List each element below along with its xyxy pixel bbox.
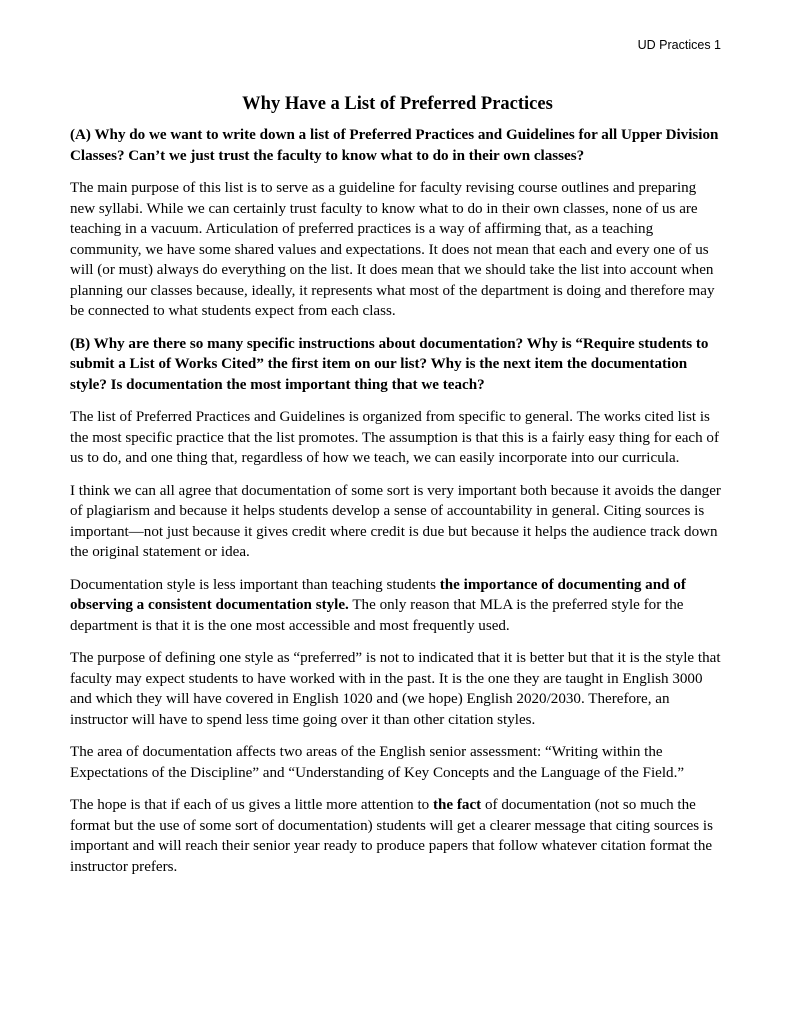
paragraph-style <box>70 575 725 637</box>
paragraph-main-purpose: The main purpose of this list is to serve as a guideline for faculty revising course outlines and preparing new syllabi. While we can certainly trust faculty to know what to do in their own classes, none of us are teaching in a vacuum. Articulation of preferred practices is a way of affirming that, as a teaching community, we have some shared values and expectations. It does not mean that each and every one of us will (or must) always do everything on the list. It does mean that we should take the list into account when planning our classes because, ideally, it represents what most of the department is doing and therefore may be connected to what students expect from each class. <box>70 180 715 319</box>
paragraph-organization: The list of Preferred Practices and Guidelines is organized from specific to general. The works cited list is the most specific practice that the list promotes. The assumption is that this is a fairly easy thing for each of us to do, and one thing that, regardless of how we teach, we can easily incorporate into our curricula. <box>70 409 720 466</box>
hope-text-end: of documentation (not so much the format but the use of some sort of documentation) students will get a clearer message that citing sources is important and will reach their senior year ready to produce papers that follow whatever citation format the instructor prefers. <box>70 797 713 875</box>
paragraph-hope <box>70 795 725 877</box>
style-text-start: Documentation style is less important than teaching students <box>70 576 440 593</box>
paragraph-importance: I think we can all agree that documentation of some sort is very important both because it avoids the danger of plagiarism and because it helps students develop a sense of accountability in general. Citing sources is important—not just because it gives credit where credit is due but because it helps the audience track down the original statement or idea. <box>70 482 721 560</box>
document-body <box>70 92 725 889</box>
question-b: (B) Why are there so many specific instructions about documentation? Why is “Require students to submit a List of Works Cited” the first item on our list? Why is the next item the documentation style? Is documentation the most important thing that we teach? <box>70 335 709 393</box>
paragraph-preferred: The purpose of defining one style as “preferred” is not to indicated that it is better but that it is the style that faculty may expect students to have worked with in the past. It is the one they are taught in English 3000 and which they will have covered in English 1020 and (we hope) English 2020/2030. Therefore, an instructor will have to spend less time going over it than other citation styles. <box>70 650 721 728</box>
page-header: UD Practices 1 <box>637 38 721 52</box>
style-text-end: The only reason that MLA is the preferred style for the department is that it is the one most accessible and most frequently used. <box>70 597 684 634</box>
hope-text-start: The hope is that if each of us gives a little more attention to <box>70 797 433 813</box>
style-emphasis: the importance of documenting and of observing a consistent documentation style. <box>70 576 686 613</box>
question-a: (A) Why do we want to write down a list of Preferred Practices and Guidelines for all Upper Division Classes? Can’t we just trust the faculty to know what to do in their own classes? <box>70 127 719 164</box>
hope-emphasis: the fact <box>433 797 482 813</box>
paragraph-assessment: The area of documentation affects two areas of the English senior assessment: “Writing within the Expectations of the Discipline” and “Understanding of Key Concepts and the Language of the Field.” <box>70 744 685 781</box>
document-title: Why Have a List of Preferred Practices <box>242 94 553 114</box>
